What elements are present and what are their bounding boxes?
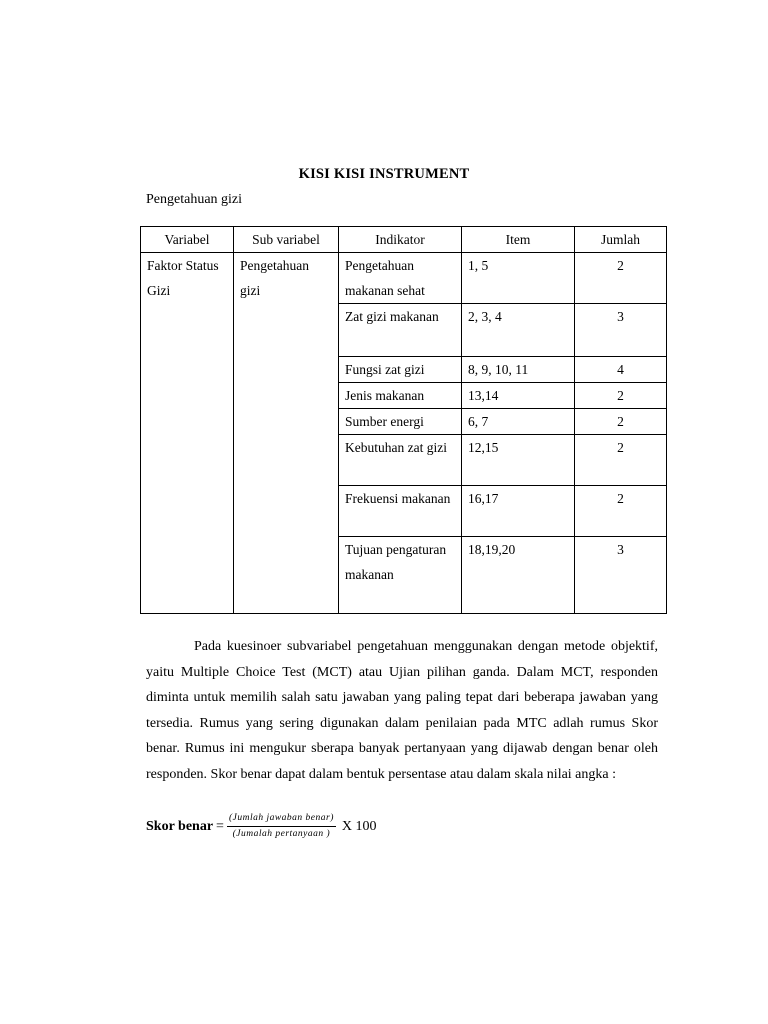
- document-subtitle: Pengetahuan gizi: [146, 192, 243, 207]
- header-item: Item: [462, 227, 575, 253]
- header-jumlah: Jumlah: [575, 227, 667, 253]
- cell-indikator: Frekuensi makanan: [339, 486, 462, 537]
- formula-denominator: (Jumalah pertanyaan ): [232, 829, 331, 839]
- kisi-table: [140, 226, 667, 614]
- cell-jumlah: 2: [575, 486, 667, 537]
- formula-multiplier: X 100: [341, 818, 377, 834]
- formula-fraction: [227, 812, 336, 841]
- cell-indikator: Tujuan pengaturan makanan: [339, 537, 462, 614]
- formula-equals: =: [216, 818, 224, 834]
- cell-sub-variabel: Pengetahuan gizi: [234, 253, 339, 614]
- cell-variabel: Faktor Status Gizi: [141, 253, 234, 614]
- formula-label: Skor benar: [146, 818, 214, 834]
- cell-jumlah: 3: [575, 304, 667, 357]
- cell-item: 2, 3, 4: [462, 304, 575, 357]
- cell-jumlah: 2: [575, 409, 667, 435]
- cell-indikator: Pengetahuan makanan sehat: [339, 253, 462, 304]
- table-row: [141, 253, 667, 304]
- cell-item: 8, 9, 10, 11: [462, 357, 575, 383]
- body-paragraph-block: [146, 634, 658, 787]
- cell-item: 12,15: [462, 435, 575, 486]
- cell-jumlah: 2: [575, 253, 667, 304]
- cell-jumlah: 4: [575, 357, 667, 383]
- cell-indikator: Fungsi zat gizi: [339, 357, 462, 383]
- table-header-row: [141, 227, 667, 253]
- header-sub-variabel: Sub variabel: [234, 227, 339, 253]
- header-variabel: Variabel: [141, 227, 234, 253]
- cell-item: 1, 5: [462, 253, 575, 304]
- cell-jumlah: 2: [575, 383, 667, 409]
- header-indikator: Indikator: [339, 227, 462, 253]
- formula-numerator: (Jumlah jawaban benar): [227, 812, 336, 827]
- cell-jumlah: 3: [575, 537, 667, 614]
- cell-indikator: Sumber energi: [339, 409, 462, 435]
- cell-jumlah: 2: [575, 435, 667, 486]
- cell-indikator: Zat gizi makanan: [339, 304, 462, 357]
- cell-item: 6, 7: [462, 409, 575, 435]
- document-title: KISI KISI INSTRUMENT: [298, 166, 470, 182]
- cell-item: 18,19,20: [462, 537, 575, 614]
- formula: [146, 812, 377, 841]
- cell-item: 13,14: [462, 383, 575, 409]
- cell-item: 16,17: [462, 486, 575, 537]
- body-paragraph: Pada kuesinoer subvariabel pengetahuan menggunakan dengan metode objektif, yaitu Multiple Choice Test (MCT) atau Ujian pilihan ganda. Dalam MCT, responden diminta untuk memilih salah satu jawaban yang paling tepat dari beberapa jawaban yang tersedia. Rumus yang sering digunakan dalam penilaian pada MTC adlah rumus Skor benar. Rumus ini mengukur sberapa banyak pertanyaan yang dijawab dengan benar oleh responden. Skor benar dapat dalam bentuk persentase atau dalam skala nilai angka :: [146, 639, 658, 782]
- cell-indikator: Jenis makanan: [339, 383, 462, 409]
- cell-indikator: Kebutuhan zat gizi: [339, 435, 462, 486]
